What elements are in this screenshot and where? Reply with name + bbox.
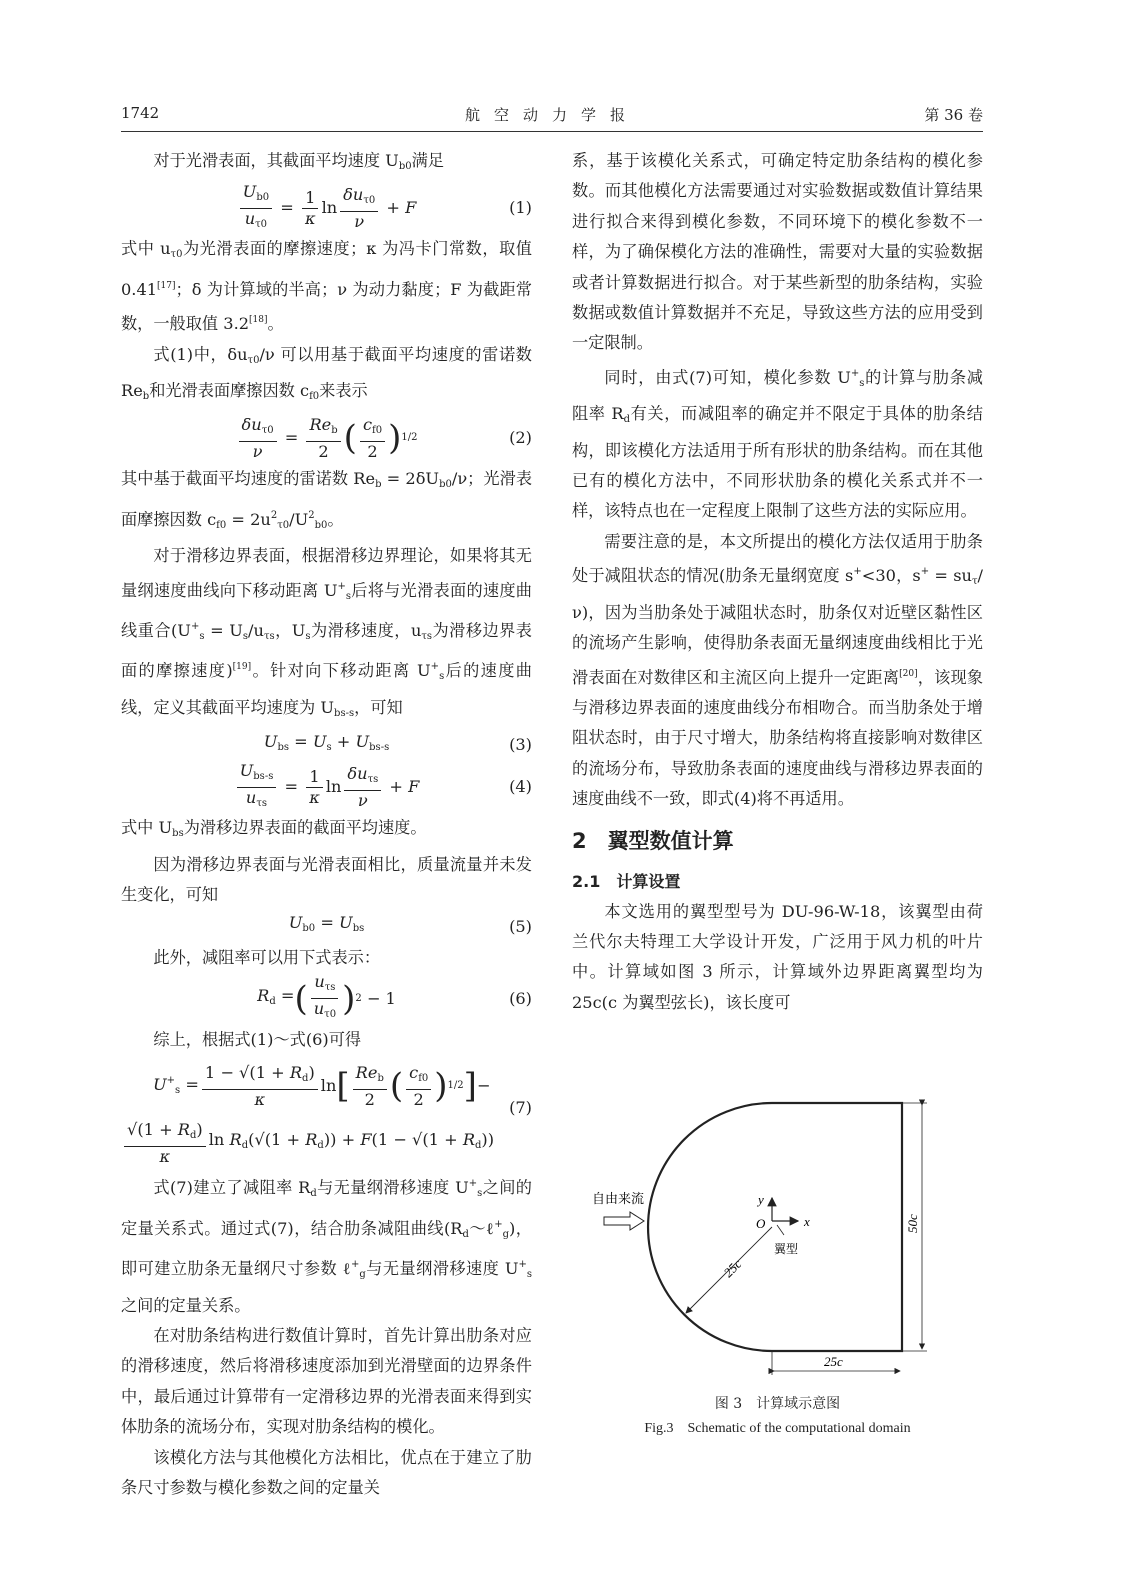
radius-label: 25c (720, 1256, 745, 1281)
domain-boundary (648, 1103, 902, 1351)
journal-title: 航空动力学报 (464, 106, 639, 124)
section-heading: 2 翼型数值计算 (572, 828, 734, 853)
airfoil-label: 翼型 (774, 1242, 799, 1256)
origin-label: O (756, 1216, 766, 1231)
paragraph: 其中基于截面平均速度的雷诺数 $Re_b = 2\delta U_{b0}/\nu$；光滑表面摩擦因数 $c_{f0} = 2u^2_{\tau 0}/U^2_{b0}$。 (121, 469, 533, 531)
equation-number: (1) (509, 198, 532, 218)
right-column (572, 146, 983, 1018)
equation-7: $U^+_s$ = $\frac{1 - √(1 + R_d)}{\kappa}$ ln [ $\frac{Re_b}{2}$ ( $\frac{c_{f0}}{2}$ ) 1/2 ] − (7) (121, 1055, 532, 1117)
paragraph: 同时，由式(7)可知，模化参数 $U^+_s$的计算与肋条减阻率 $R_d$有关，而减阻率的确定并不限定于具体的肋条结构，即该模化方法适用于所有形状的肋条结构。而在其他已有的模化方法中，不同形状肋条的模化关系式并不一样，该特点也在一定程度上限制了这些方法的实际应用。 (572, 367, 983, 521)
paragraph: 该模化方法与其他模化方法相比，优点在于建立了肋条尺寸参数与模化参数之间的定量关 (121, 1447, 532, 1497)
page-number: 1742 (121, 104, 160, 122)
paragraph: 此外，减阻率可以用下式表示： (153, 947, 381, 967)
paragraph: 综上，根据式(1)～式(6)可得 (153, 1029, 362, 1049)
equation-5: $U_{b0} = U_{bs}$ (5) (121, 911, 532, 943)
paragraph: 式(1)中，$\delta u_{\tau 0}/\nu$ 可以用基于截面平均速度的雷诺数 $Re_b$和光滑表面摩擦因数 $c_{f0}$来表示 (121, 344, 532, 403)
inflow-arrow (604, 1212, 644, 1230)
paragraph: 式中 $u_{\tau 0}$为光滑表面的摩擦速度；κ 为冯卡门常数，取值 0.41[17]；δ 为计算域的半高；ν 为动力黏度；F 为截距常数，一般取值 3.2[18]。 (121, 239, 532, 334)
subsection-heading: 2.1 计算设置 (572, 871, 681, 891)
paragraph: 需要注意的是，本文所提出的模化方法仅适用于肋条处于减阻状态的情况(肋条无量纲宽度 s+<30，$s^+ = su_\tau/\nu$)，因为当肋条处于减阻状态时，肋条仅对近壁区黏性区的流场产生影响，使得肋条表面无量纲速度曲线相比于光滑表面在对数律区和主流区向上提升一定距离[20]，该现象与滑移边界表面的速度曲线分布相吻合。而当肋条处于增阻状态时，由于尺寸增大，肋条结构将直接影响对数律区的流场分布，导致肋条表面的速度曲线与滑移边界表面的速度曲线不一致，即式(4)将不再适用。 (572, 531, 984, 809)
equation-3: $U_{bs} = U_s + U_{bs-s}$ (3) (121, 729, 532, 761)
inflow-label: 自由来流 (592, 1192, 645, 1207)
paragraph: 本文选用的翼型型号为 DU-96-W-18，该翼型由荷兰代尔夫特理工大学设计开发，广泛用于风力机的叶片中。计算域如图 3 所示，计算域外边界距离翼型均为 25c(c 为翼型弦长)，该长度可 (572, 901, 983, 1012)
equation-number: (4) (509, 777, 532, 797)
equation-2: $\frac{\delta u_{\tau 0}}{\nu}$ = $\frac{Re_b}{2}$ ( $\frac{c_{f0}}{2}$ ) 1/2 (2) (121, 412, 532, 464)
paragraph: 系，基于该模化关系式，可确定特定肋条结构的模化参数。而其他模化方法需要通过对实验数据或数值计算结果进行拟合来得到模化参数，不同环境下的模化参数不一样，为了确保模化方法的准确性，需要对大量的实验数据或者计算数据进行拟合。对于某些新型的肋条结构，实验数据或数值计算数据并不充足，导致这些方法的应用受到一定限制。 (572, 151, 983, 353)
volume-label: 第 36 卷 (924, 106, 983, 124)
header-rule (121, 131, 983, 132)
paragraph: 式(7)建立了减阻率 $R_d$与无量纲滑移速度 $U^+_s$之间的定量关系式。通过式(7)，结合肋条减阻曲线$(R_d\sim\ell^+_g)$，即可建立肋条无量纲尺寸参数 ℓ+$_g$与无量纲滑移速度 $U^+_s$之间的定量关系。 (121, 1178, 532, 1315)
equation-1: $\frac{U_{b0}}{u_{\tau 0}}$ = $\frac{1}{\kappa}$ ln $\frac{\delta u_{\tau 0}}{\nu}$ + F (1) (121, 182, 532, 234)
paragraph: 对于光滑表面，其截面平均速度 $U_{b0}$满足 (153, 151, 444, 172)
height-label: 50c (905, 1214, 920, 1233)
computational-domain-figure (572, 1093, 983, 1388)
figure-caption-cn: 图 3 计算域示意图 (714, 1396, 841, 1412)
paragraph: 对于滑移边界表面，根据滑移边界理论，如果将其无量纲速度曲线向下移动距离 $U^+_s$后将与光滑表面的速度曲线重合($U^+_s = U_s/u_{\tau s}$，$U_s$为滑移速度，$u_{\tau s}$为滑移边界表面的摩擦速度)[19]。针对向下移动距离 $U^+_s$后的速度曲线，定义其截面平均速度为 $U_{bs-s}$，可知 (121, 546, 532, 719)
equation-number: (5) (509, 916, 532, 936)
equation-number: (3) (509, 735, 532, 755)
y-axis-label: y (758, 1192, 764, 1207)
width-label: 25c (824, 1354, 843, 1369)
page-header (121, 104, 983, 132)
equation-number: (7) (509, 1097, 532, 1117)
paragraph: 式中 $U_{bs}$为滑移边界表面的截面平均速度。 (121, 818, 427, 840)
equation-4: $\frac{U_{bs-s}}{u_{\tau s}}$ = $\frac{1}{\kappa}$ ln $\frac{\delta u_{\tau s}}{\nu}$ + F (4) (121, 761, 532, 813)
paragraph: 因为滑移边界表面与光滑表面相比，质量流量并未发生变化，可知 (121, 854, 532, 905)
paragraph: 在对肋条结构进行数值计算时，首先计算出肋条对应的滑移速度，然后将滑移速度添加到光滑壁面的边界条件中，最后通过计算带有一定滑移边界的光滑表面来得到实体肋条的流场分布，实现对肋条结构的模化。 (121, 1325, 532, 1437)
equation-number: (2) (509, 428, 532, 448)
equation-7-continued: $\frac{√(1 + R_d)}{\kappa}$ $\ln R_d(√(1 + R_d)) + F(1 - √(1 + R_d))$ (121, 1117, 532, 1169)
left-column (121, 146, 532, 1503)
equation-6: $R_d$ = ( $\frac{u_{\tau s}}{u_{\tau 0}}$ ) 2 − 1 (6) (257, 972, 532, 1021)
figure-caption-en: Fig.3 Schematic of the computational domain (644, 1421, 911, 1436)
x-axis-label: x (804, 1214, 810, 1229)
equation-number: (6) (509, 988, 532, 1008)
